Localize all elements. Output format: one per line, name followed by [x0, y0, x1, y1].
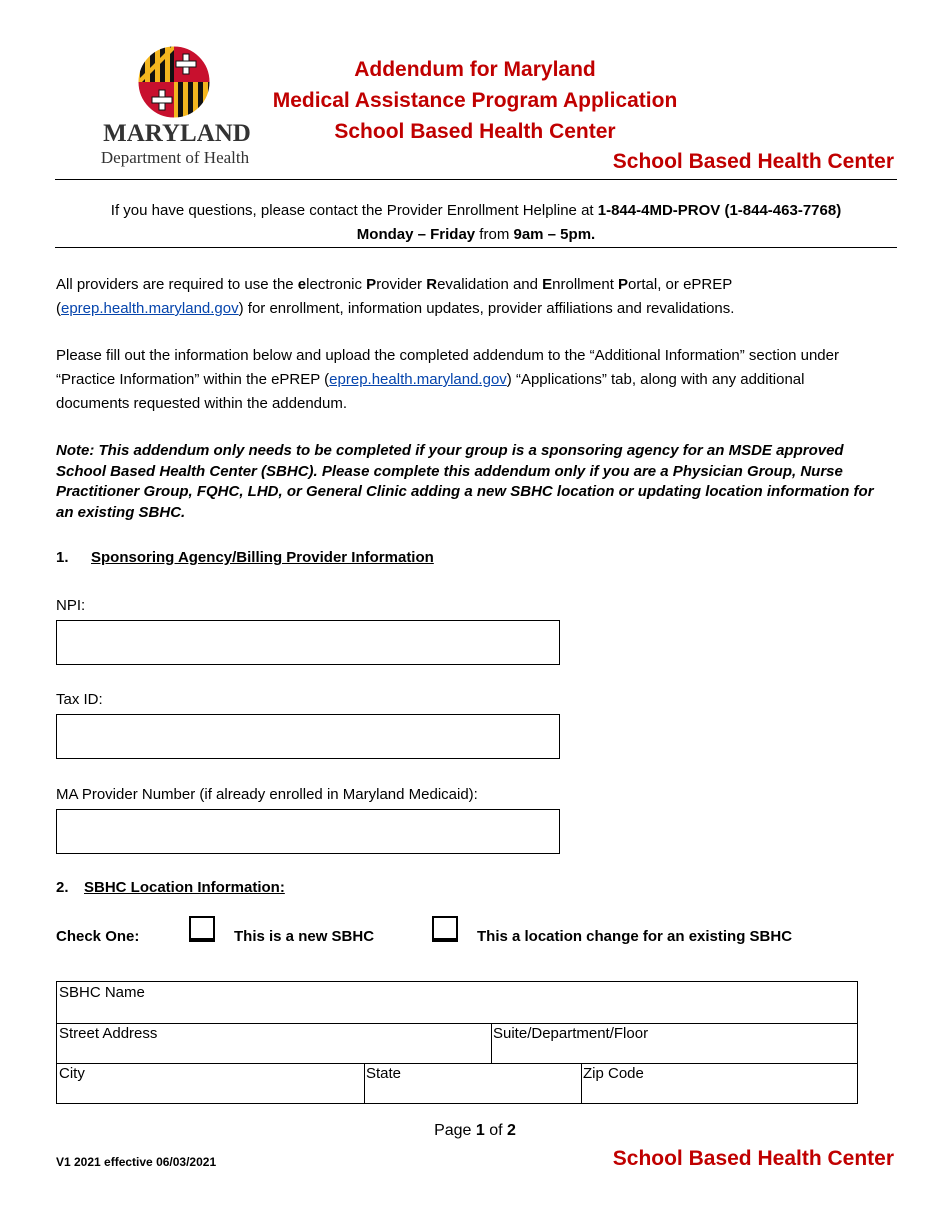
tax-id-input[interactable] — [56, 714, 560, 759]
sbhc-name-field[interactable]: SBHC Name — [59, 984, 145, 1001]
new-sbhc-checkbox[interactable] — [189, 916, 215, 942]
npi-label: NPI: — [56, 597, 86, 614]
helpline-notice — [55, 199, 897, 247]
helpline-days: Monday – Friday — [356, 226, 476, 243]
logo-text: MARYLAND — [103, 120, 251, 147]
npi-input[interactable] — [56, 620, 560, 665]
version-label: V1 2021 effective 06/03/2021 — [56, 1155, 217, 1169]
addendum-note: Note: This addendum only needs to be completed if your group is a sponsoring agency for an MSDE approved School Based Health Center (SBHC). Please complete this addendum only if you are a Physician Group, Nurse Practitioner Group, FQHC, LHD, or General Clinic adding a new SBHC location or updating location information for an existing SBHC. — [56, 442, 874, 521]
eprep-link[interactable]: eprep.health.maryland.gov — [61, 300, 239, 317]
ma-provider-number-label: MA Provider Number (if already enrolled in Maryland Medicaid): — [56, 786, 478, 803]
title-line-2: Medical Assistance Program Application — [272, 89, 678, 112]
program-label: School Based Health Center — [612, 150, 894, 173]
suite-field[interactable]: Suite/Department/Floor — [493, 1025, 649, 1042]
title-line-3: School Based Health Center — [334, 120, 616, 143]
footer-program-label: School Based Health Center — [612, 1147, 894, 1170]
check-one-label: Check One: — [56, 928, 140, 945]
helpline-phone: 1-844-4MD-PROV (1-844-463-7768) — [597, 202, 842, 219]
section-2-heading: 2. SBHC Location Information: — [56, 879, 285, 896]
section-1-heading: 1. Sponsoring Agency/Billing Provider Information — [56, 549, 434, 566]
header-divider — [55, 179, 897, 180]
city-field[interactable]: City — [59, 1065, 85, 1082]
helpline-prefix: If you have questions, please contact the Provider Enrollment Helpline at — [110, 202, 598, 219]
new-sbhc-label: This is a new SBHC — [234, 928, 375, 945]
state-field[interactable]: State — [366, 1065, 402, 1082]
logo-subtext: Department of Health — [100, 148, 250, 167]
street-address-field[interactable]: Street Address — [59, 1025, 158, 1042]
helpline-divider — [55, 247, 897, 248]
location-change-label: This a location change for an existing SBHC — [477, 928, 793, 945]
eprep-link-2[interactable]: eprep.health.maryland.gov — [329, 371, 507, 388]
zip-code-field[interactable]: Zip Code — [583, 1065, 644, 1082]
sbhc-location-table — [56, 981, 858, 1104]
intro-paragraph-2: Please fill out the information below and upload the completed addendum to the “Additional Information” section under “Practice Information” within the ePREP (eprep.health.maryland.gov) “Applications” tab, along with any additional documents requested within the addendum. — [56, 347, 839, 412]
intro-paragraph-1: All providers are required to use the electronic Provider Revalidation and Enrollment Portal, or ePREP (eprep.health.maryland.gov) for enrollment, information updates, provider affiliations and revalidations. — [56, 276, 735, 317]
helpline-from: from — [475, 226, 514, 243]
ma-provider-number-input[interactable] — [56, 809, 560, 854]
title-line-1: Addendum for Maryland — [354, 58, 596, 81]
helpline-hours: 9am – 5pm. — [513, 226, 596, 243]
tax-id-label: Tax ID: — [56, 691, 103, 708]
location-change-checkbox[interactable] — [432, 916, 458, 942]
page-number: Page 1 of 2 — [434, 1122, 516, 1139]
